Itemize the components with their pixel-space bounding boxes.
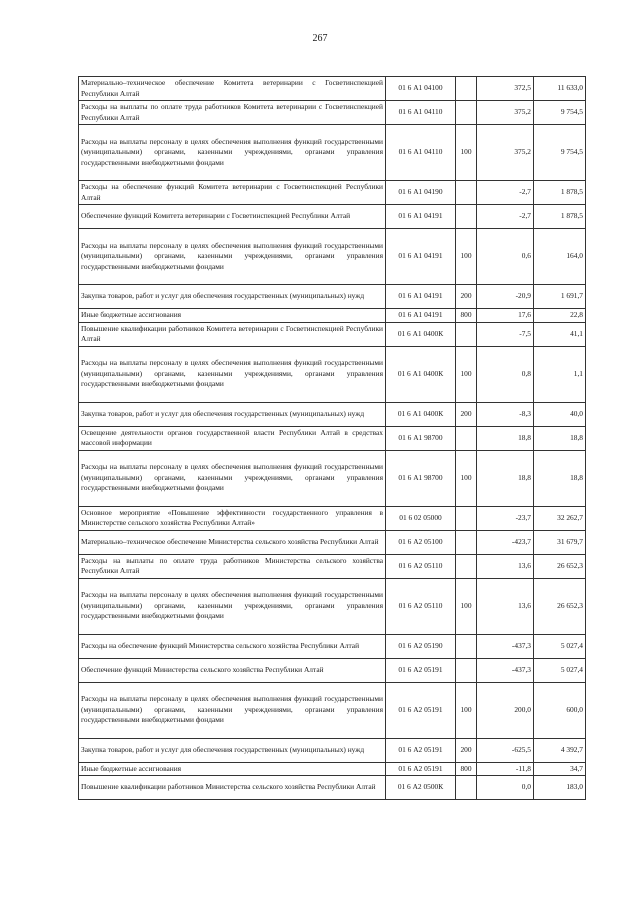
row-name-cell: Повышение квалификации работников Комитета ветеринарии с Госветинспекцией Республики Алтай: [79, 322, 386, 346]
row-total-amount-cell: 26 652,3: [534, 578, 586, 634]
table-row: [79, 634, 586, 658]
row-total-amount-cell: 40,0: [534, 402, 586, 426]
row-expense-type-cell: [456, 506, 477, 530]
row-total-amount-cell: 5 027,4: [534, 658, 586, 682]
row-change-amount-cell: -23,7: [477, 506, 534, 530]
row-expense-type-cell: 100: [456, 450, 477, 506]
row-change-amount-cell: 0,0: [477, 776, 534, 800]
row-change-amount-cell: -11,8: [477, 762, 534, 776]
row-expense-type-cell: [456, 634, 477, 658]
row-change-amount-cell: -2,7: [477, 181, 534, 205]
row-expense-type-cell: [456, 426, 477, 450]
table-row: [79, 346, 586, 402]
row-total-amount-cell: 18,8: [534, 426, 586, 450]
row-code-cell: 01 6 А2 05191: [386, 762, 456, 776]
row-expense-type-cell: [456, 530, 477, 554]
row-change-amount-cell: -2,7: [477, 205, 534, 229]
row-change-amount-cell: -20,9: [477, 285, 534, 309]
table-row: [79, 77, 586, 101]
row-expense-type-cell: [456, 658, 477, 682]
row-code-cell: 01 6 А1 04191: [386, 229, 456, 285]
table-row: [79, 205, 586, 229]
row-name-cell: Основное мероприятие «Повышение эффективности государственного управления в Министерстве сельского хозяйства Республики Алтай»: [79, 506, 386, 530]
row-code-cell: 01 6 А2 05191: [386, 658, 456, 682]
row-total-amount-cell: 9 754,5: [534, 125, 586, 181]
row-change-amount-cell: -423,7: [477, 530, 534, 554]
row-expense-type-cell: 100: [456, 682, 477, 738]
table-row: [79, 322, 586, 346]
row-code-cell: 01 6 А2 05100: [386, 530, 456, 554]
row-name-cell: Расходы на выплаты персоналу в целях обеспечения выполнения функций государственными (муниципальными) органами, казенными учреждениями, органами управления государственными внебюджетными фондами: [79, 125, 386, 181]
row-name-cell: Расходы на обеспечение функций Министерства сельского хозяйства Республики Алтай: [79, 634, 386, 658]
row-code-cell: 01 6 А2 05110: [386, 554, 456, 578]
row-name-cell: Иные бюджетные ассигнования: [79, 762, 386, 776]
row-code-cell: 01 6 А1 04110: [386, 125, 456, 181]
row-total-amount-cell: 5 027,4: [534, 634, 586, 658]
row-name-cell: Обеспечение функций Комитета ветеринарии с Госветинспекцией Республики Алтай: [79, 205, 386, 229]
row-total-amount-cell: 11 633,0: [534, 77, 586, 101]
row-expense-type-cell: 200: [456, 285, 477, 309]
table-row: [79, 682, 586, 738]
row-expense-type-cell: 200: [456, 738, 477, 762]
row-change-amount-cell: 18,8: [477, 450, 534, 506]
row-change-amount-cell: 13,6: [477, 578, 534, 634]
row-change-amount-cell: -437,3: [477, 634, 534, 658]
row-change-amount-cell: -7,5: [477, 322, 534, 346]
row-code-cell: 01 6 А1 98700: [386, 426, 456, 450]
row-name-cell: Освещение деятельности органов государственной власти Республики Алтай в средствах массовой информации: [79, 426, 386, 450]
row-code-cell: 01 6 А1 0400К: [386, 402, 456, 426]
table-row: [79, 658, 586, 682]
row-name-cell: Расходы на выплаты персоналу в целях обеспечения выполнения функций государственными (муниципальными) органами, казенными учреждениями, органами управления государственными внебюджетными фондами: [79, 346, 386, 402]
row-change-amount-cell: -8,3: [477, 402, 534, 426]
row-change-amount-cell: -437,3: [477, 658, 534, 682]
row-code-cell: 01 6 А2 05191: [386, 738, 456, 762]
row-name-cell: Расходы на выплаты персоналу в целях обеспечения выполнения функций государственными (муниципальными) органами, казенными учреждениями, органами управления государственными внебюджетными фондами: [79, 450, 386, 506]
row-total-amount-cell: 1 878,5: [534, 181, 586, 205]
row-expense-type-cell: 100: [456, 229, 477, 285]
row-name-cell: Повышение квалификации работников Министерства сельского хозяйства Республики Алтай: [79, 776, 386, 800]
table-row: [79, 738, 586, 762]
row-change-amount-cell: 200,0: [477, 682, 534, 738]
row-total-amount-cell: 1 691,7: [534, 285, 586, 309]
table-row: [79, 762, 586, 776]
row-change-amount-cell: 0,8: [477, 346, 534, 402]
row-code-cell: 01 6 А1 0400К: [386, 322, 456, 346]
table-row: [79, 125, 586, 181]
row-expense-type-cell: 800: [456, 309, 477, 323]
page-number: 267: [312, 33, 328, 44]
row-code-cell: 01 6 А2 05190: [386, 634, 456, 658]
row-code-cell: 01 6 А2 05191: [386, 682, 456, 738]
row-total-amount-cell: 22,8: [534, 309, 586, 323]
row-name-cell: Расходы на выплаты персоналу в целях обеспечения выполнения функций государственными (муниципальными) органами, казенными учреждениями, органами управления государственными внебюджетными фондами: [79, 229, 386, 285]
row-name-cell: Расходы на выплаты персоналу в целях обеспечения выполнения функций государственными (муниципальными) органами, казенными учреждениями, органами управления государственными внебюджетными фондами: [79, 578, 386, 634]
row-code-cell: 01 6 А2 05110: [386, 578, 456, 634]
row-change-amount-cell: 13,6: [477, 554, 534, 578]
row-total-amount-cell: 9 754,5: [534, 101, 586, 125]
row-code-cell: 01 6 А1 04191: [386, 285, 456, 309]
row-total-amount-cell: 31 679,7: [534, 530, 586, 554]
table-row: [79, 402, 586, 426]
row-name-cell: Обеспечение функций Министерства сельского хозяйства Республики Алтай: [79, 658, 386, 682]
row-change-amount-cell: 0,6: [477, 229, 534, 285]
table-row: [79, 578, 586, 634]
row-code-cell: 01 6 А1 04191: [386, 309, 456, 323]
row-change-amount-cell: 372,5: [477, 77, 534, 101]
table-body: [79, 77, 586, 800]
table-row: [79, 101, 586, 125]
row-expense-type-cell: 800: [456, 762, 477, 776]
row-total-amount-cell: 34,7: [534, 762, 586, 776]
row-code-cell: 01 6 А2 0500К: [386, 776, 456, 800]
row-expense-type-cell: [456, 77, 477, 101]
row-name-cell: Закупка товаров, работ и услуг для обеспечения государственных (муниципальных) нужд: [79, 285, 386, 309]
table-row: [79, 776, 586, 800]
row-expense-type-cell: [456, 205, 477, 229]
table-row: [79, 530, 586, 554]
row-change-amount-cell: 18,8: [477, 426, 534, 450]
row-expense-type-cell: [456, 101, 477, 125]
row-code-cell: 01 6 А1 0400К: [386, 346, 456, 402]
row-change-amount-cell: 17,6: [477, 309, 534, 323]
table-row: [79, 181, 586, 205]
row-code-cell: 01 6 02 05000: [386, 506, 456, 530]
row-name-cell: Материально–техническое обеспечение Комитета ветеринарии с Госветинспекцией Республики Алтай: [79, 77, 386, 101]
row-name-cell: Расходы на выплаты по оплате труда работников Комитета ветеринарии с Госветинспекцией Республики Алтай: [79, 101, 386, 125]
row-code-cell: 01 6 А1 04100: [386, 77, 456, 101]
row-expense-type-cell: 100: [456, 578, 477, 634]
row-total-amount-cell: 600,0: [534, 682, 586, 738]
row-name-cell: Расходы на выплаты персоналу в целях обеспечения выполнения функций государственными (муниципальными) органами, казенными учреждениями, органами управления государственными внебюджетными фондами: [79, 682, 386, 738]
row-change-amount-cell: -625,5: [477, 738, 534, 762]
row-total-amount-cell: 164,0: [534, 229, 586, 285]
row-total-amount-cell: 41,1: [534, 322, 586, 346]
row-name-cell: Расходы на выплаты по оплате труда работников Министерства сельского хозяйства Республики Алтай: [79, 554, 386, 578]
row-expense-type-cell: 100: [456, 125, 477, 181]
row-expense-type-cell: [456, 181, 477, 205]
row-total-amount-cell: 4 392,7: [534, 738, 586, 762]
row-name-cell: Иные бюджетные ассигнования: [79, 309, 386, 323]
row-code-cell: 01 6 А1 04190: [386, 181, 456, 205]
table-row: [79, 309, 586, 323]
row-total-amount-cell: 183,0: [534, 776, 586, 800]
row-name-cell: Закупка товаров, работ и услуг для обеспечения государственных (муниципальных) нужд: [79, 738, 386, 762]
row-code-cell: 01 6 А1 04110: [386, 101, 456, 125]
row-expense-type-cell: [456, 776, 477, 800]
budget-table: [78, 76, 586, 800]
row-name-cell: Закупка товаров, работ и услуг для обеспечения государственных (муниципальных) нужд: [79, 402, 386, 426]
row-name-cell: Материально–техническое обеспечение Министерства сельского хозяйства Республики Алтай: [79, 530, 386, 554]
row-code-cell: 01 6 А1 98700: [386, 450, 456, 506]
row-total-amount-cell: 32 262,7: [534, 506, 586, 530]
row-total-amount-cell: 18,8: [534, 450, 586, 506]
table-row: [79, 506, 586, 530]
row-change-amount-cell: 375,2: [477, 101, 534, 125]
row-expense-type-cell: 100: [456, 346, 477, 402]
row-name-cell: Расходы на обеспечение функций Комитета ветеринарии с Госветинспекцией Республики Алтай: [79, 181, 386, 205]
table-row: [79, 426, 586, 450]
table-row: [79, 554, 586, 578]
row-expense-type-cell: [456, 554, 477, 578]
row-code-cell: 01 6 А1 04191: [386, 205, 456, 229]
row-expense-type-cell: 200: [456, 402, 477, 426]
table-row: [79, 229, 586, 285]
row-expense-type-cell: [456, 322, 477, 346]
row-total-amount-cell: 26 652,3: [534, 554, 586, 578]
table-row: [79, 450, 586, 506]
table-row: [79, 285, 586, 309]
row-total-amount-cell: 1,1: [534, 346, 586, 402]
row-change-amount-cell: 375,2: [477, 125, 534, 181]
row-total-amount-cell: 1 878,5: [534, 205, 586, 229]
